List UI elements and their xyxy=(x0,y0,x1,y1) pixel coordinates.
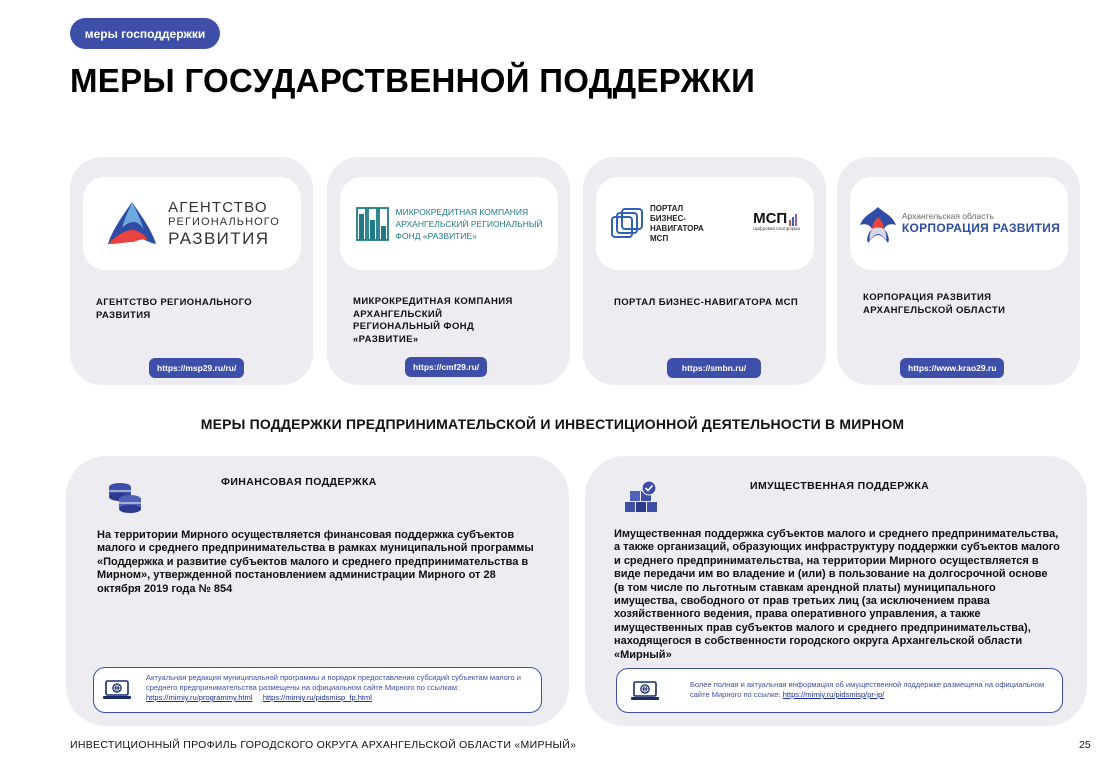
section-heading: МЕРЫ ПОДДЕРЖКИ ПРЕДПРИНИМАТЕЛЬСКОЙ И ИНВЕСТИЦИОННОЙ ДЕЯТЕЛЬНОСТИ В МИРНОМ xyxy=(200,416,905,432)
org-name-corporation: КОРПОРАЦИЯ РАЗВИТИЯ АРХАНГЕЛЬСКОЙ ОБЛАСТИ xyxy=(863,292,1006,316)
footer-text: ИНВЕСТИЦИОННЫЙ ПРОФИЛЬ ГОРОДСКОГО ОКРУГА АРХАНГЕЛЬСКОЙ ОБЛАСТИ «МИРНЫЙ» xyxy=(70,739,577,751)
msp-brand-sub: Цифровая платформа xyxy=(753,226,800,231)
navigator-logo xyxy=(596,177,814,270)
page-title: МЕРЫ ГОСУДАРСТВЕННОЙ ПОДДЕРЖКИ xyxy=(70,62,756,99)
corporation-logo-icon xyxy=(858,203,898,245)
navigator-logo-line-1: ПОРТАЛ xyxy=(650,203,684,213)
boxes-check-icon xyxy=(623,480,659,514)
microcredit-logo-line-1: МИКРОКРЕДИТНАЯ КОМПАНИЯ xyxy=(395,206,529,217)
agency-logo-line-1: АГЕНТСТВО xyxy=(168,199,268,216)
corporation-logo-line-1: Архангельская область xyxy=(901,211,994,222)
microcredit-logo-line-2: АРХАНГЕЛЬСКИЙ РЕГИОНАЛЬНЫЙ xyxy=(395,218,543,229)
navigator-logo-line-2: БИЗНЕС- xyxy=(650,213,687,223)
microcredit-logo xyxy=(340,177,558,270)
msp-bars-icon xyxy=(789,214,799,226)
microcredit-logo-line-3: ФОНД «РАЗВИТИЕ» xyxy=(395,230,477,241)
financial-support-heading: ФИНАНСОВАЯ ПОДДЕРЖКА xyxy=(221,476,377,488)
property-link-pr-ip[interactable]: https://mirniy.ru/pidsmisp/pr-ip/ xyxy=(782,690,885,699)
financial-info-box xyxy=(93,667,542,713)
microcredit-logo-icon xyxy=(356,206,390,242)
org-link-agency[interactable]: https://msp29.ru/ru/ xyxy=(149,358,244,378)
financial-support-card xyxy=(66,456,569,726)
agency-logo-icon xyxy=(104,198,160,250)
property-info-description: Более полная и актуальная информация об имущественной поддержке размещена на официальном сайте Мирного по ссылке: xyxy=(690,680,1045,699)
property-support-body: Имущественная поддержка субъектов малого и среднего предпринимательства, а также организаций, образующих инфраструктуру поддержки субъектов малого и среднего предпринимательства, на территории Мирного осуществляется в виде передачи им во владение и (или) в пользование на долгосрочной основе (в том числе по льготным ставкам арендной платы) муниципального имущества, свободного от прав третьих лиц (за исключением права хозяйственного ведения, права оперативного управления, а также имущественных прав субъектов малого и среднего предпринимательства), находящегося в собственности городского округа Архангельской области «Мирный» xyxy=(614,528,1060,661)
org-card-microcredit xyxy=(327,157,570,385)
agency-logo xyxy=(83,177,301,270)
property-support-heading: ИМУЩЕСТВЕННАЯ ПОДДЕРЖКА xyxy=(750,480,930,492)
section-tag: меры господдержки xyxy=(70,18,220,49)
org-name-microcredit: МИКРОКРЕДИТНАЯ КОМПАНИЯ АРХАНГЕЛЬСКИЙ РЕГИОНАЛЬНЫЙ ФОНД «РАЗВИТИЕ» xyxy=(353,296,513,345)
msp-brand-label: МСП xyxy=(753,210,788,227)
org-link-corporation[interactable]: https://www.krao29.ru xyxy=(900,358,1004,378)
financial-support-body: На территории Мирного осуществляется финансовая поддержка субъектов малого и среднего предпринимательства в рамках муниципальной программы «Поддержка и развитие субъектов малого и среднего предпринимательства в Мирном», утвержденной постановлением администрации Мирного от 28 октября 2019 года № 854 xyxy=(97,529,534,595)
org-name-navigator: ПОРТАЛ БИЗНЕС-НАВИГАТОРА МСП xyxy=(614,297,799,308)
navigator-logo-line-3: НАВИГАТОРА xyxy=(650,223,704,233)
org-link-microcredit[interactable]: https://cmf29.ru/ xyxy=(405,357,487,377)
corporation-logo-line-2: КОРПОРАЦИЯ РАЗВИТИЯ xyxy=(901,220,1061,235)
org-card-agency xyxy=(70,157,313,385)
corporation-logo xyxy=(850,177,1068,270)
property-info-text xyxy=(690,680,1055,700)
navigator-logo-icon xyxy=(610,207,644,241)
financial-info-text xyxy=(146,673,538,703)
coins-icon xyxy=(106,481,144,515)
financial-info-description: Актуальная редакция муниципальной программы и порядок предоставления субсидий субъектам малого и среднего предпринимательства размещены на официальном сайте Мирного по ссылкам: xyxy=(146,673,521,692)
laptop-globe-icon xyxy=(103,680,131,700)
org-name-agency: АГЕНТСТВО РЕГИОНАЛЬНОГО РАЗВИТИЯ xyxy=(96,297,253,321)
org-card-navigator xyxy=(583,157,826,385)
org-link-navigator[interactable]: https://smbn.ru/ xyxy=(667,358,761,378)
financial-link-programs[interactable]: https://mirniy.ru/programmy.html xyxy=(146,693,253,702)
property-support-card xyxy=(585,456,1087,726)
page-number: 25 xyxy=(1079,739,1091,751)
agency-logo-line-2: РЕГИОНАЛЬНОГО xyxy=(168,216,280,228)
laptop-globe-icon xyxy=(631,681,659,701)
agency-logo-line-3: РАЗВИТИЯ xyxy=(168,229,270,248)
navigator-logo-line-4: МСП xyxy=(650,233,669,243)
financial-link-pidsmisp[interactable]: https://mirniy.ru/pidsmisp_fp.html xyxy=(262,693,372,702)
property-info-box xyxy=(616,668,1063,713)
org-card-corporation xyxy=(837,157,1080,385)
